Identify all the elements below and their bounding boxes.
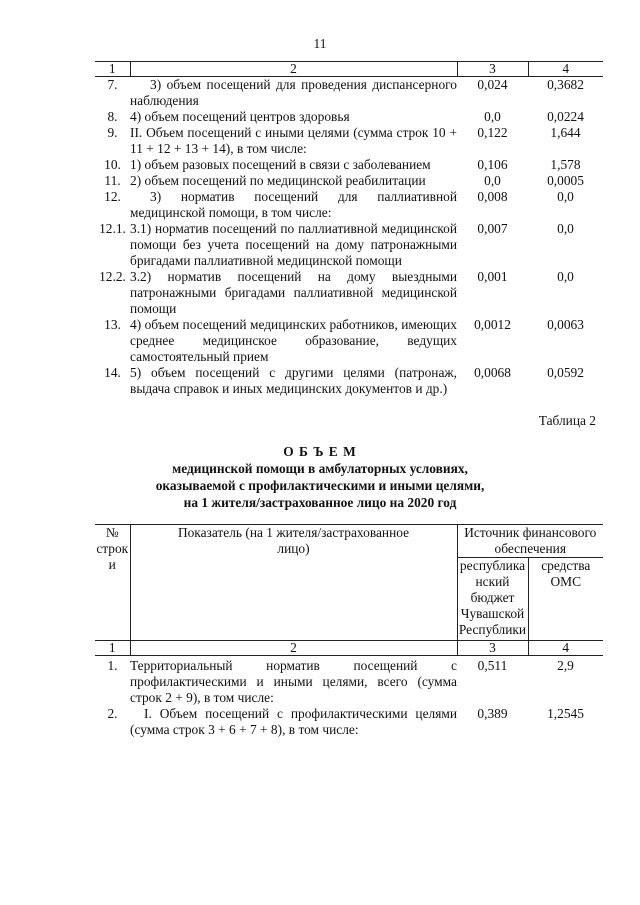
table-row — [95, 317, 603, 365]
value-budget: 0,389 — [477, 706, 508, 721]
value-oms: 0,0592 — [547, 365, 584, 380]
row-text: Территориальный норматив посещений с профилактическими и иными целями, всего (сумма строк 2 + 9), в том числе: — [130, 658, 457, 705]
row-text: 3) норматив посещений для паллиативной медицинской помощи, в том числе: — [130, 189, 457, 220]
value-oms: 0,0 — [557, 269, 574, 284]
value-oms: 2,9 — [557, 658, 574, 673]
title-line: оказываемой с профилактическими и иными целями, — [155, 478, 485, 493]
value-budget: 0,122 — [477, 125, 508, 140]
row-number: 12.2. — [99, 269, 126, 284]
table-row — [95, 221, 603, 269]
table-label: Таблица 2 — [538, 413, 596, 428]
row-text: 3) объем посещений для проведения диспансерного наблюдения — [130, 77, 457, 108]
value-budget: 0,0012 — [474, 317, 511, 332]
value-oms: 0,0 — [557, 189, 574, 204]
header-cell: 3 — [457, 641, 528, 656]
table-row — [95, 189, 603, 221]
row-number: 8. — [107, 109, 118, 124]
value-budget: 0,007 — [477, 221, 508, 236]
table-row — [95, 269, 603, 317]
value-budget: 0,001 — [477, 269, 508, 284]
table-row — [95, 125, 603, 157]
row-text: I. Объем посещений с профилактическими целями (сумма строк 3 + 6 + 7 + 8), в том числе: — [130, 706, 457, 737]
row-number: 14. — [104, 365, 121, 380]
value-oms: 0,0 — [557, 221, 574, 236]
title-line: медицинской помощи в амбулаторных условиях, — [172, 461, 468, 476]
header-row — [95, 62, 603, 77]
header-number-row — [95, 641, 603, 656]
row-number: 9. — [107, 125, 118, 140]
header-cell: 1 — [95, 641, 130, 656]
header-cell: 2 — [130, 62, 457, 77]
value-oms: 0,0005 — [547, 173, 584, 188]
header-cell: 4 — [528, 62, 603, 77]
row-number: 12. — [104, 189, 121, 204]
value-budget: 0,024 — [477, 77, 508, 92]
row-text: 5) объем посещений с другими целями (патронаж, выдача справок и иных медицинских документов и др.) — [130, 365, 457, 396]
table-1 — [95, 61, 603, 397]
header-cell: 1 — [95, 62, 130, 77]
row-text: 4) объем посещений центров здоровья — [130, 109, 350, 124]
header-oms: средства ОМС — [528, 558, 603, 641]
value-budget: 0,0 — [484, 173, 501, 188]
value-budget: 0,511 — [477, 658, 508, 673]
header-cell: 4 — [528, 641, 603, 656]
row-number: 12.1. — [99, 221, 126, 236]
title-heading: О Б Ъ Е М — [283, 444, 357, 459]
row-number: 13. — [104, 317, 121, 332]
table-row — [95, 173, 603, 189]
table-row — [95, 77, 603, 110]
value-budget: 0,0 — [484, 109, 501, 124]
row-number: 7. — [107, 77, 118, 92]
table-row — [95, 157, 603, 173]
header-row — [95, 525, 603, 558]
table-row — [95, 365, 603, 397]
value-budget: 0,008 — [477, 189, 508, 204]
table-row — [95, 109, 603, 125]
value-oms: 1,578 — [550, 157, 581, 172]
value-oms: 0,0063 — [547, 317, 584, 332]
value-budget: 0,0068 — [474, 365, 511, 380]
row-number: 10. — [104, 157, 121, 172]
table-row — [95, 656, 603, 707]
row-text: 3.2) норматив посещений на дому выездными патронажными бригадами паллиативной медицинской помощи — [130, 269, 457, 316]
value-oms: 0,3682 — [547, 77, 584, 92]
value-budget: 0,106 — [477, 157, 508, 172]
page-number: 11 — [313, 36, 327, 51]
row-text: 4) объем посещений медицинских работников, имеющих среднее медицинское образование, ведущих самостоятельный прием — [130, 317, 457, 364]
header-source: Источник финансового обеспечения — [457, 525, 603, 558]
row-number: 2. — [107, 706, 118, 721]
value-oms: 1,2545 — [547, 706, 584, 721]
row-number: 1. — [107, 658, 118, 673]
row-text: II. Объем посещений с иными целями (сумма строк 10 + 11 + 12 + 13 + 14), в том числе: — [130, 125, 457, 156]
table-2 — [95, 524, 603, 738]
row-text: 2) объем посещений по медицинской реабилитации — [130, 173, 426, 188]
header-cell: 2 — [130, 641, 457, 656]
header-indicator: Показатель (на 1 жителя/застрахованное лицо) — [130, 525, 457, 641]
row-number: 11. — [104, 173, 121, 188]
header-budget: республиканский бюджет Чувашской Республики — [457, 558, 528, 641]
header-cell: 3 — [457, 62, 528, 77]
row-text: 1) объем разовых посещений в связи с заболеванием — [130, 157, 431, 172]
header-row-number: № строки — [95, 525, 130, 641]
title-line: на 1 жителя/застрахованное лицо на 2020 год — [183, 495, 457, 510]
value-oms: 0,0224 — [547, 109, 584, 124]
value-oms: 1,644 — [550, 125, 581, 140]
table-row — [95, 706, 603, 738]
row-text: 3.1) норматив посещений по паллиативной медицинской помощи без учета посещений на дому патронажными бригадами паллиативной медицинской помощи — [130, 221, 457, 268]
